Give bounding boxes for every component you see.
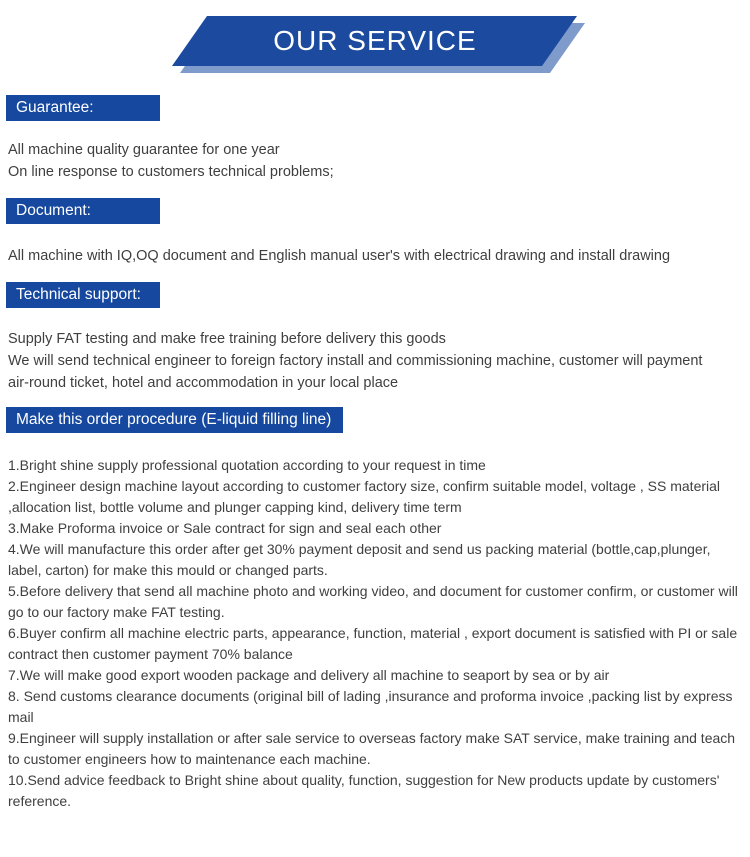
text-line: 3.Make Proforma invoice or Sale contract for sign and seal each other — [8, 520, 442, 536]
text-line: We will send technical engineer to foreign factory install and commissioning machine, customer will payment — [8, 353, 703, 369]
text-line: 10.Send advice feedback to Bright shine about quality, function, suggestion for New products update by customers' — [8, 772, 720, 788]
section-body-technical-support — [8, 328, 750, 394]
section-heading-guarantee: Guarantee: — [6, 95, 160, 121]
text-line: 7.We will make good export wooden package and delivery all machine to seaport by sea or by air — [8, 667, 610, 683]
section-heading-technical-support: Technical support: — [6, 282, 160, 308]
section-heading-order-procedure: Make this order procedure (E-liquid filling line) — [6, 407, 343, 433]
section-document — [0, 198, 750, 267]
text-line: mail — [8, 709, 34, 725]
text-line: 9.Engineer will supply installation or after sale service to overseas factory make SAT service, make training and teach — [8, 730, 736, 746]
text-line: contract then customer payment 70% balance — [8, 646, 293, 662]
section-guarantee — [0, 95, 750, 183]
section-technical-support — [0, 282, 750, 394]
banner-title: OUR SERVICE — [273, 25, 477, 56]
text-line: air-round ticket, hotel and accommodation in your local place — [8, 375, 399, 391]
text-line: ,allocation list, bottle volume and plunger capping kind, delivery time term — [8, 499, 462, 515]
text-line: 6.Buyer confirm all machine electric parts, appearance, function, material , export document is satisfied with PI or sale — [8, 625, 738, 641]
text-line: All machine with IQ,OQ document and English manual user's with electrical drawing and install drawing — [8, 248, 671, 264]
section-body-document — [8, 245, 750, 267]
text-line: Supply FAT testing and make free training before delivery this goods — [8, 331, 446, 347]
text-line: go to our factory make FAT testing. — [8, 604, 225, 620]
text-line: to customer engineers how to maintenance each machine. — [8, 751, 371, 767]
text-line: 5.Before delivery that send all machine photo and working video, and document for customer confirm, or customer will — [8, 583, 738, 599]
our-service-banner — [0, 0, 750, 90]
text-line: 4.We will manufacture this order after get 30% payment deposit and send us packing material (bottle,cap,plunger, — [8, 541, 711, 557]
text-line: All machine quality guarantee for one year — [8, 142, 280, 158]
section-heading-document: Document: — [6, 198, 160, 224]
text-line: 8. Send customs clearance documents (original bill of lading ,insurance and proforma invoice ,packing list by express — [8, 688, 733, 704]
section-body-guarantee — [8, 139, 750, 183]
section-order-procedure — [0, 407, 750, 812]
text-line: 2.Engineer design machine layout according to customer factory size, confirm suitable model, voltage , SS material — [8, 478, 721, 494]
section-body-order-procedure — [8, 455, 750, 812]
text-line: label, carton) for make this mould or changed parts. — [8, 562, 328, 578]
text-line: 1.Bright shine supply professional quotation according to your request in time — [8, 457, 486, 473]
text-line: On line response to customers technical problems; — [8, 164, 334, 180]
text-line: reference. — [8, 793, 72, 809]
